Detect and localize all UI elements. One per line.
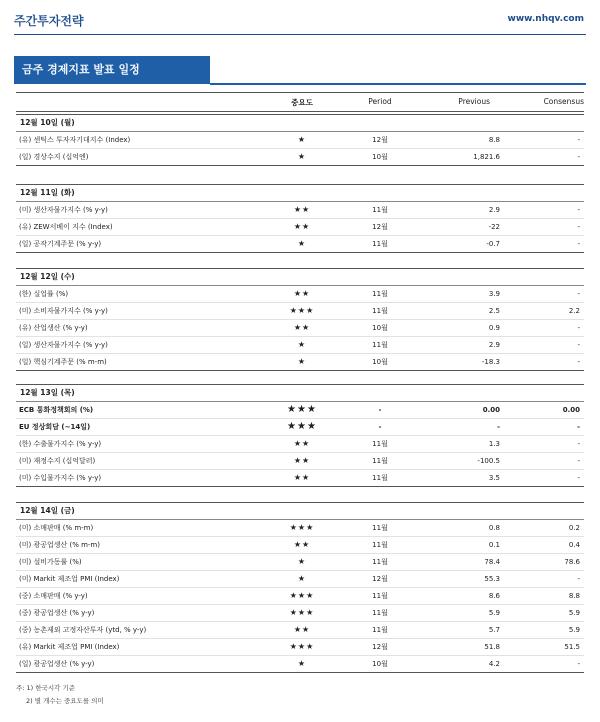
previous-value: 8.8 <box>488 136 500 144</box>
importance-stars: ★★★ <box>287 421 317 432</box>
footnotes <box>16 682 104 708</box>
consensus-value: 0.00 <box>562 406 580 414</box>
title-underline <box>210 83 586 85</box>
consensus-value: 51.5 <box>564 643 580 651</box>
consensus-value: - <box>577 240 580 248</box>
period-value: - <box>378 423 382 431</box>
period-value: 12월 <box>372 223 388 231</box>
consensus-value: - <box>577 474 580 482</box>
previous-value: 1.3 <box>488 440 500 448</box>
previous-value: -22 <box>488 223 500 231</box>
importance-stars: ★ <box>297 340 307 349</box>
table-row <box>16 452 584 469</box>
section-date: 12월 13일 (목) <box>16 385 584 402</box>
importance-stars: ★ <box>297 152 307 161</box>
column-importance: 중요도 <box>291 98 313 107</box>
indicator-name: (미) 설비가동률 (%) <box>19 558 82 566</box>
table-header <box>16 92 584 112</box>
period-value: 11월 <box>372 541 388 549</box>
column-consensus: Consensus <box>543 97 584 106</box>
table-row <box>16 202 584 218</box>
indicator-name: (미) 광공업생산 (% m-m) <box>19 541 100 549</box>
importance-stars: ★ <box>297 557 307 566</box>
importance-stars: ★★★ <box>289 642 315 651</box>
consensus-value: - <box>577 290 580 298</box>
importance-stars: ★★ <box>293 289 311 298</box>
previous-value: -18.3 <box>481 358 500 366</box>
table-row <box>16 587 584 604</box>
importance-stars: ★ <box>297 135 307 144</box>
previous-value: 8.6 <box>488 592 500 600</box>
table-row <box>16 218 584 235</box>
importance-stars: ★★ <box>293 625 311 634</box>
period-value: 11월 <box>372 206 388 214</box>
previous-value: 2.9 <box>488 341 500 349</box>
importance-stars: ★★ <box>293 473 311 482</box>
importance-stars: ★★★ <box>289 306 315 315</box>
table-row <box>16 132 584 148</box>
indicator-name: (일) 생산자물가지수 (% y-y) <box>19 341 108 349</box>
consensus-value: 8.8 <box>568 592 580 600</box>
indicator-name: (미) 수입물가지수 (% y-y) <box>19 474 102 482</box>
previous-value: -0.7 <box>486 240 500 248</box>
section-date: 12월 10일 (월) <box>16 115 584 132</box>
table-row <box>16 418 584 435</box>
importance-stars: ★ <box>297 357 307 366</box>
period-value: 10월 <box>372 153 388 161</box>
table-row <box>16 235 584 252</box>
site-url: www.nhqv.com <box>507 14 584 24</box>
previous-value: 55.3 <box>484 575 500 583</box>
importance-stars: ★★ <box>293 456 311 465</box>
importance-stars: ★★★ <box>289 523 315 532</box>
indicator-name: (미) Markit 제조업 PMI (Index) <box>19 575 120 583</box>
consensus-value: 0.2 <box>568 524 580 532</box>
table-row <box>16 319 584 336</box>
period-value: 11월 <box>372 524 388 532</box>
importance-stars: ★★ <box>293 222 311 231</box>
table-row <box>16 604 584 621</box>
indicator-name: (유) ZEW서베이 지수 (Index) <box>19 223 113 231</box>
indicator-name: EU 정상회담 (~14일) <box>19 423 91 431</box>
table-row <box>16 655 584 672</box>
consensus-value: - <box>577 660 580 668</box>
report-brand: 주간투자전략 <box>14 14 84 28</box>
table-row <box>16 353 584 370</box>
period-value: 11월 <box>372 307 388 315</box>
table-row <box>16 638 584 655</box>
table-row <box>16 286 584 302</box>
previous-value: 5.9 <box>488 609 500 617</box>
consensus-value: 5.9 <box>568 609 580 617</box>
date-section <box>16 114 584 166</box>
consensus-value: 78.6 <box>564 558 580 566</box>
date-section <box>16 384 584 487</box>
previous-value: 0.00 <box>482 406 500 414</box>
table-row <box>16 148 584 165</box>
section-date: 12월 14일 (금) <box>16 503 584 520</box>
indicator-name: (중) 광공업생산 (% y-y) <box>19 609 95 617</box>
previous-value: 0.8 <box>488 524 500 532</box>
table-row <box>16 553 584 570</box>
consensus-value: 0.4 <box>568 541 580 549</box>
section-title: 금주 경제지표 발표 일정 <box>14 56 210 84</box>
consensus-value: - <box>577 440 580 448</box>
indicator-name: (유) Markit 제조업 PMI (Index) <box>19 643 120 651</box>
indicator-name: ECB 통화정책회의 (%) <box>19 406 94 414</box>
consensus-value: - <box>577 324 580 332</box>
indicator-name: (일) 공작기계주문 (% y-y) <box>19 240 102 248</box>
importance-stars: ★★ <box>293 540 311 549</box>
column-previous: Previous <box>458 97 490 106</box>
consensus-value: - <box>577 423 580 431</box>
importance-stars: ★ <box>297 574 307 583</box>
importance-stars: ★★ <box>293 439 311 448</box>
section-date: 12월 12일 (수) <box>16 269 584 286</box>
previous-value: 78.4 <box>484 558 500 566</box>
period-value: 12월 <box>372 136 388 144</box>
table-row <box>16 469 584 486</box>
importance-stars: ★★ <box>293 323 311 332</box>
footnote-2: 2) 별 개수는 중요도를 의미 <box>26 697 104 705</box>
previous-value: 5.7 <box>488 626 500 634</box>
importance-stars: ★★★ <box>287 404 317 415</box>
indicator-name: (중) 농촌제외 고정자산투자 (ytd, % y-y) <box>19 626 147 634</box>
date-section <box>16 184 584 253</box>
period-value: - <box>378 406 382 414</box>
consensus-value: - <box>577 358 580 366</box>
table-row <box>16 570 584 587</box>
period-value: 11월 <box>372 474 388 482</box>
consensus-value: 5.9 <box>568 626 580 634</box>
indicator-name: (일) 광공업생산 (% y-y) <box>19 660 95 668</box>
indicator-name: (미) 재정수지 (십억달러) <box>19 457 96 465</box>
date-section <box>16 268 584 371</box>
table-row <box>16 302 584 319</box>
report-header <box>14 10 586 35</box>
period-value: 11월 <box>372 240 388 248</box>
period-value: 10월 <box>372 324 388 332</box>
previous-value: -100.5 <box>477 457 500 465</box>
consensus-value: - <box>577 153 580 161</box>
period-value: 12월 <box>372 575 388 583</box>
column-period: Period <box>368 97 392 106</box>
table-row <box>16 621 584 638</box>
previous-value: 0.9 <box>488 324 500 332</box>
indicator-name: (한) 수출물가지수 (% y-y) <box>19 440 102 448</box>
previous-value: 51.8 <box>484 643 500 651</box>
footnote-1: 주: 1) 한국시각 기준 <box>16 684 76 692</box>
previous-value: 3.5 <box>488 474 500 482</box>
period-value: 11월 <box>372 558 388 566</box>
previous-value: - <box>497 423 500 431</box>
consensus-value: - <box>577 575 580 583</box>
indicator-name: (유) 센틱스 투자자기대지수 (Index) <box>19 136 131 144</box>
previous-value: 2.5 <box>488 307 500 315</box>
previous-value: 4.2 <box>488 660 500 668</box>
period-value: 11월 <box>372 440 388 448</box>
indicator-name: (유) 산업생산 (% y-y) <box>19 324 88 332</box>
period-value: 11월 <box>372 341 388 349</box>
period-value: 11월 <box>372 609 388 617</box>
importance-stars: ★★★ <box>289 608 315 617</box>
importance-stars: ★★★ <box>289 591 315 600</box>
consensus-value: - <box>577 136 580 144</box>
previous-value: 0.1 <box>488 541 500 549</box>
previous-value: 3.9 <box>488 290 500 298</box>
consensus-value: - <box>577 341 580 349</box>
table-row <box>16 336 584 353</box>
indicator-name: (미) 생산자물가지수 (% y-y) <box>19 206 108 214</box>
period-value: 10월 <box>372 358 388 366</box>
previous-value: 2.9 <box>488 206 500 214</box>
period-value: 11월 <box>372 592 388 600</box>
table-row <box>16 520 584 536</box>
period-value: 10월 <box>372 660 388 668</box>
indicator-name: (한) 실업률 (%) <box>19 290 69 298</box>
consensus-value: - <box>577 457 580 465</box>
consensus-value: - <box>577 206 580 214</box>
table-row <box>16 435 584 452</box>
importance-stars: ★ <box>297 239 307 248</box>
consensus-value: 2.2 <box>568 307 580 315</box>
consensus-value: - <box>577 223 580 231</box>
indicator-name: (미) 소비자물가지수 (% y-y) <box>19 307 108 315</box>
section-date: 12월 11일 (화) <box>16 185 584 202</box>
indicator-name: (중) 소매판매 (% y-y) <box>19 592 88 600</box>
previous-value: 1,821.6 <box>473 153 500 161</box>
indicator-name: (일) 핵심기계주문 (% m-m) <box>19 358 107 366</box>
period-value: 11월 <box>372 457 388 465</box>
table-row <box>16 402 584 418</box>
importance-stars: ★★ <box>293 205 311 214</box>
period-value: 11월 <box>372 290 388 298</box>
importance-stars: ★ <box>297 659 307 668</box>
indicator-name: (일) 경상수지 (십억엔) <box>19 153 89 161</box>
period-value: 11월 <box>372 626 388 634</box>
date-section <box>16 502 584 673</box>
indicator-name: (미) 소매판매 (% m-m) <box>19 524 94 532</box>
table-row <box>16 536 584 553</box>
period-value: 12월 <box>372 643 388 651</box>
